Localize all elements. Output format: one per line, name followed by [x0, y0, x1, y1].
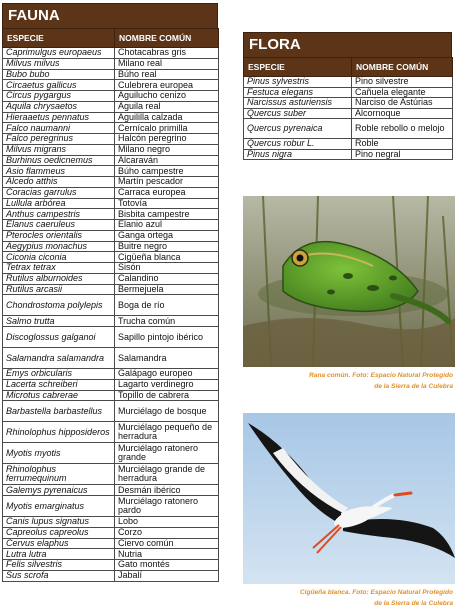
flora-species-cell: Pinus nigra [244, 149, 352, 160]
fauna-species-cell: Burhinus oedicnemus [3, 155, 115, 166]
fauna-table-row [3, 485, 219, 496]
fauna-table-row [3, 570, 219, 581]
flora-col-common: NOMBRE COMÚN [352, 58, 453, 77]
fauna-species-cell: Ciconia ciconia [3, 252, 115, 263]
fauna-table-row [3, 316, 219, 327]
flora-title: FLORA [243, 32, 452, 57]
flora-col-species: ESPECIE [244, 58, 352, 77]
flora-common-name-cell: Pino negral [352, 149, 453, 160]
fauna-common-name-cell: Murciélago grande de herradura [115, 464, 219, 485]
fauna-table-row [3, 123, 219, 134]
fauna-species-cell: Alcedo atthis [3, 177, 115, 188]
fauna-species-cell: Salmo trutta [3, 316, 115, 327]
fauna-species-cell: Capreolus capreolus [3, 527, 115, 538]
fauna-species-cell: Hieraaetus pennatus [3, 112, 115, 123]
fauna-species-cell: Milvus milvus [3, 58, 115, 69]
fauna-species-cell: Rutilus alburnoides [3, 273, 115, 284]
fauna-common-name-cell: Carraca europea [115, 187, 219, 198]
fauna-species-cell: Elanus caeruleus [3, 220, 115, 231]
fauna-table-row [3, 220, 219, 231]
fauna-common-name-cell: Murciélago pequeño de herradura [115, 422, 219, 443]
fauna-species-cell: Discoglossus galganoi [3, 327, 115, 348]
fauna-species-cell: Felis silvestris [3, 560, 115, 571]
fauna-table-row [3, 112, 219, 123]
frog-caption-line-2: de la Sierra de la Culebra [374, 383, 453, 390]
fauna-table-row [3, 177, 219, 188]
flora-table-row [244, 119, 453, 139]
flora-header-row [244, 58, 453, 77]
fauna-table-body [3, 48, 219, 582]
fauna-table-row [3, 517, 219, 528]
fauna-common-name-cell: Murciélago ratonero grande [115, 443, 219, 464]
flora-common-name-cell: Roble rebollo o melojo [352, 119, 453, 139]
flora-common-name-cell: Cañuela elegante [352, 87, 453, 98]
fauna-common-name-cell: Ciervo común [115, 538, 219, 549]
fauna-table-row [3, 69, 219, 80]
fauna-table-row [3, 327, 219, 348]
fauna-table-box [2, 3, 218, 582]
stork-caption [243, 587, 453, 609]
fauna-common-name-cell: Culebrera europea [115, 80, 219, 91]
fauna-table-row [3, 58, 219, 69]
fauna-species-cell: Bubo bubo [3, 69, 115, 80]
fauna-common-name-cell: Cernícalo primilla [115, 123, 219, 134]
fauna-species-cell: Salamandra salamandra [3, 348, 115, 369]
fauna-table-row [3, 209, 219, 220]
fauna-table-row [3, 134, 219, 145]
flora-species-cell: Pinus sylvestris [244, 77, 352, 88]
fauna-table-row [3, 101, 219, 112]
fauna-species-cell: Aegypius monachus [3, 241, 115, 252]
flora-table-row [244, 149, 453, 160]
fauna-table-row [3, 273, 219, 284]
fauna-common-name-cell: Topillo de cabrera [115, 390, 219, 401]
fauna-table-row [3, 241, 219, 252]
fauna-common-name-cell: Martín pescador [115, 177, 219, 188]
fauna-table-row [3, 560, 219, 571]
fauna-table-row [3, 369, 219, 380]
fauna-common-name-cell: Trucha común [115, 316, 219, 327]
fauna-common-name-cell: Milano negro [115, 144, 219, 155]
fauna-species-cell: Microtus cabrerae [3, 390, 115, 401]
flora-common-name-cell: Narciso de Astúrias [352, 98, 453, 109]
fauna-species-cell: Circus pygargus [3, 91, 115, 102]
fauna-table-row [3, 198, 219, 209]
flora-common-name-cell: Pino silvestre [352, 77, 453, 88]
fauna-table-row [3, 422, 219, 443]
fauna-common-name-cell: Jabalí [115, 570, 219, 581]
fauna-species-cell: Cervus elaphus [3, 538, 115, 549]
flora-table-row [244, 108, 453, 119]
flora-species-cell: Quercus robur L. [244, 139, 352, 150]
fauna-common-name-cell: Murciélago de bosque [115, 401, 219, 422]
fauna-common-name-cell: Totovía [115, 198, 219, 209]
fauna-table-row [3, 348, 219, 369]
fauna-common-name-cell: Sapillo pintojo ibérico [115, 327, 219, 348]
fauna-common-name-cell: Aguilucho cenizo [115, 91, 219, 102]
flora-species-cell: Narcissus asturiensis [244, 98, 352, 109]
flora-table-row [244, 139, 453, 150]
fauna-common-name-cell: Lagarto verdinegro [115, 379, 219, 390]
fauna-common-name-cell: Águila real [115, 101, 219, 112]
fauna-common-name-cell: Bisbita campestre [115, 209, 219, 220]
fauna-species-cell: Rhinolophus ferrumequinum [3, 464, 115, 485]
fauna-common-name-cell: Búho real [115, 69, 219, 80]
fauna-table-row [3, 284, 219, 295]
fauna-common-name-cell: Desmán ibérico [115, 485, 219, 496]
fauna-table-row [3, 401, 219, 422]
stork-caption-line-2: de la Sierra de la Culebra [374, 600, 453, 607]
fauna-table-row [3, 464, 219, 485]
frog-photo [243, 196, 455, 367]
flora-table-row [244, 77, 453, 88]
fauna-common-name-cell: Halcón peregrino [115, 134, 219, 145]
fauna-title: FAUNA [2, 3, 218, 28]
fauna-table-row [3, 155, 219, 166]
fauna-col-species: ESPECIE [3, 29, 115, 48]
fauna-species-cell: Asio flammeus [3, 166, 115, 177]
fauna-table-row [3, 187, 219, 198]
fauna-table-row [3, 144, 219, 155]
fauna-species-cell: Anthus campestris [3, 209, 115, 220]
flora-species-cell: Quercus suber [244, 108, 352, 119]
fauna-header-row [3, 29, 219, 48]
fauna-table-row [3, 48, 219, 59]
fauna-common-name-cell: Boga de río [115, 295, 219, 316]
flora-table-row [244, 87, 453, 98]
fauna-species-cell: Chondrostoma polylepis [3, 295, 115, 316]
fauna-species-cell: Emys orbicularis [3, 369, 115, 380]
fauna-common-name-cell: Aguililla calzada [115, 112, 219, 123]
fauna-common-name-cell: Gato montés [115, 560, 219, 571]
fauna-species-cell: Coracias garrulus [3, 187, 115, 198]
fauna-species-cell: Pterocles orientalis [3, 230, 115, 241]
fauna-common-name-cell: Buitre negro [115, 241, 219, 252]
fauna-species-cell: Sus scrofa [3, 570, 115, 581]
fauna-common-name-cell: Murciélago ratonero pardo [115, 496, 219, 517]
fauna-species-cell: Circaetus gallicus [3, 80, 115, 91]
fauna-species-cell: Rutilus arcasii [3, 284, 115, 295]
flora-table [243, 57, 453, 160]
fauna-table-row [3, 166, 219, 177]
fauna-common-name-cell: Ganga ortega [115, 230, 219, 241]
fauna-table [2, 28, 219, 582]
fauna-species-cell: Galemys pyrenaicus [3, 485, 115, 496]
fauna-table-row [3, 80, 219, 91]
fauna-species-cell: Lutra lutra [3, 549, 115, 560]
fauna-species-cell: Myotis emarginatus [3, 496, 115, 517]
fauna-species-cell: Milvus migrans [3, 144, 115, 155]
fauna-common-name-cell: Corzo [115, 527, 219, 538]
fauna-common-name-cell: Galápago europeo [115, 369, 219, 380]
fauna-common-name-cell: Calandino [115, 273, 219, 284]
fauna-common-name-cell: Milano real [115, 58, 219, 69]
fauna-table-row [3, 263, 219, 274]
fauna-species-cell: Canis lupus signatus [3, 517, 115, 528]
fauna-common-name-cell: Bermejuela [115, 284, 219, 295]
flora-species-cell: Quercus pyrenaica [244, 119, 352, 139]
flora-table-box [243, 32, 452, 160]
fauna-common-name-cell: Lobo [115, 517, 219, 528]
flora-common-name-cell: Alcornoque [352, 108, 453, 119]
fauna-species-cell: Lacerta schreiberi [3, 379, 115, 390]
fauna-species-cell: Falco naumanni [3, 123, 115, 134]
fauna-table-row [3, 549, 219, 560]
fauna-table-row [3, 91, 219, 102]
fauna-table-row [3, 390, 219, 401]
fauna-col-common: NOMBRE COMÚN [115, 29, 219, 48]
fauna-species-cell: Rhinolophus hipposideros [3, 422, 115, 443]
flora-table-body [244, 77, 453, 160]
flora-common-name-cell: Roble [352, 139, 453, 150]
stork-caption-line-1: Cigüeña blanca. Foto: Espacio Natural Protegido [299, 589, 453, 596]
fauna-common-name-cell: Sisón [115, 263, 219, 274]
fauna-species-cell: Aquila chrysaetos [3, 101, 115, 112]
fauna-table-row [3, 295, 219, 316]
fauna-species-cell: Falco peregrinus [3, 134, 115, 145]
fauna-table-row [3, 496, 219, 517]
fauna-common-name-cell: Elanio azul [115, 220, 219, 231]
frog-caption-line-1: Rana común. Foto: Espacio Natural Protegido [309, 372, 453, 379]
fauna-species-cell: Caprimulgus europaeus [3, 48, 115, 59]
fauna-common-name-cell: Alcaraván [115, 155, 219, 166]
fauna-common-name-cell: Salamandra [115, 348, 219, 369]
fauna-table-row [3, 443, 219, 464]
fauna-common-name-cell: Chotacabras gris [115, 48, 219, 59]
fauna-species-cell: Lullula arbórea [3, 198, 115, 209]
flora-species-cell: Festuca elegans [244, 87, 352, 98]
fauna-species-cell: Barbastella barbastellus [3, 401, 115, 422]
fauna-common-name-cell: Cigüeña blanca [115, 252, 219, 263]
fauna-common-name-cell: Búho campestre [115, 166, 219, 177]
fauna-table-row [3, 379, 219, 390]
fauna-table-row [3, 538, 219, 549]
fauna-species-cell: Myotis myotis [3, 443, 115, 464]
fauna-common-name-cell: Nutria [115, 549, 219, 560]
fauna-table-row [3, 252, 219, 263]
stork-photo [243, 413, 455, 584]
fauna-table-row [3, 527, 219, 538]
frog-caption [243, 370, 453, 392]
fauna-table-row [3, 230, 219, 241]
fauna-species-cell: Tetrax tetrax [3, 263, 115, 274]
flora-table-row [244, 98, 453, 109]
